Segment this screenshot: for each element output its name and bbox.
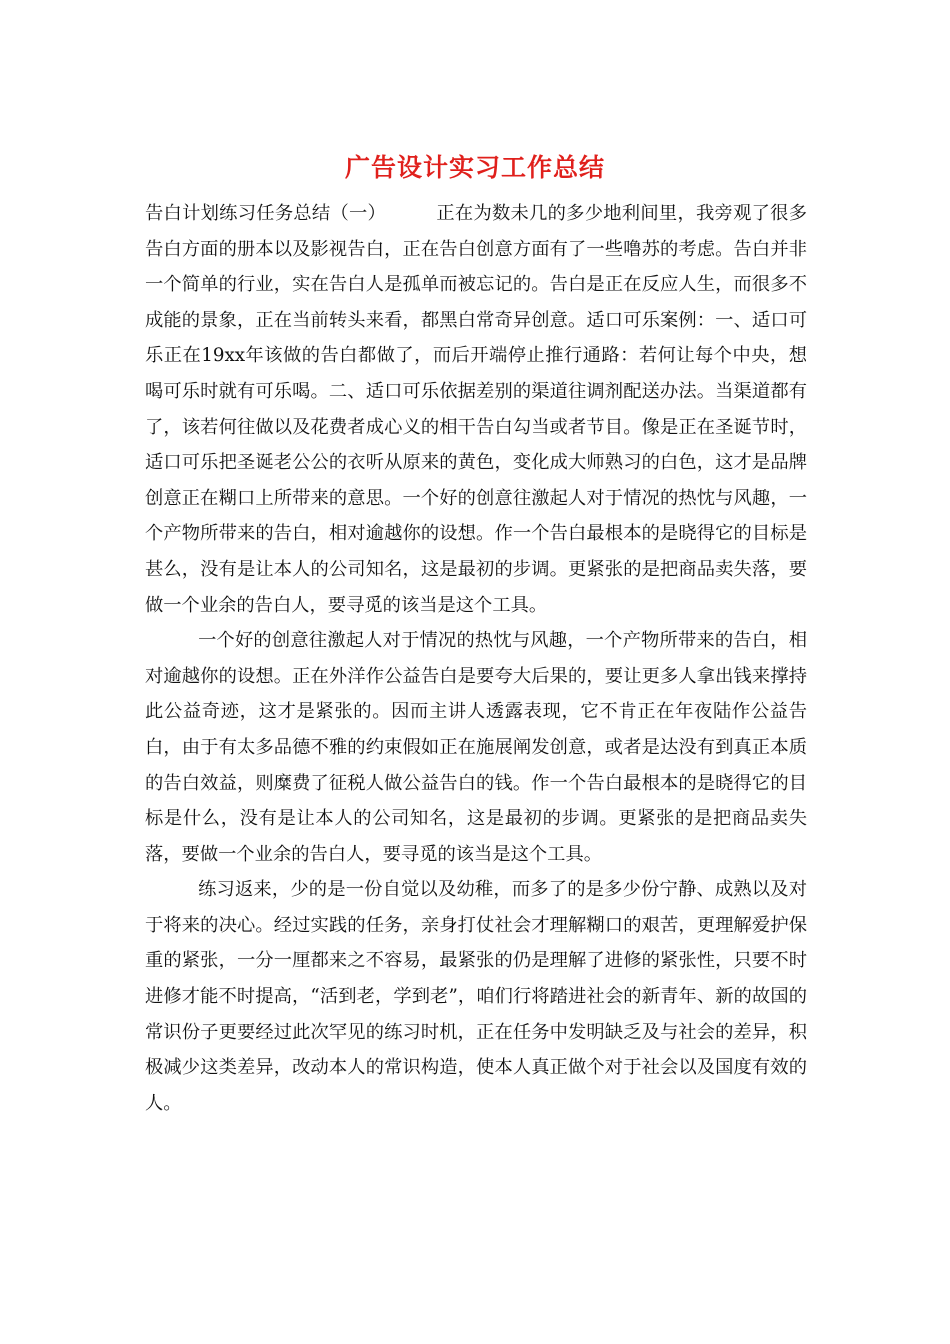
paragraph-1	[145, 196, 807, 623]
paragraph-3: 练习返来，少的是一份自觉以及幼稚，而多了的是多少份宁静、成熟以及对于将来的决心。经过实践的任务，亲身打仗社会才理解糊口的艰苦，更理解爱护保重的紧张，一分一厘都来之不容易，最紧张的仍是理解了进修的紧张性，只要不时进修才能不时提高，“活到老，学到老”，咱们行将踏进社会的新青年、新的故国的常识份子更要经过此次罕见的练习时机，正在任务中发明缺乏及与社会的差异，积极减少这类差异，改动本人的常识构造，使本人真正做个对于社会以及国度有效的人。	[145, 879, 807, 1114]
section-heading: 告白计划练习任务总结（一）	[145, 203, 387, 224]
document-title: 广告设计实习工作总结	[344, 153, 605, 182]
document-body	[145, 196, 807, 1121]
paragraph-1-text: 正在为数未几的多少地利间里，我旁观了很多告白方面的册本以及影视告白，正在告白创意方面有了一些噜苏的考虑。告白并非一个简单的行业，实在告白人是孤单而被忘记的。告白是正在反应人生，而很多不成能的景象，正在当前转头来看，都黑白常奇异创意。适口可乐案例：一、适口可乐正在19xx年该做的告白都做了，而后开端停止推行通路：若何让每个中央，想喝可乐时就有可乐喝。二、适口可乐依据差别的渠道往调剂配送办法。当渠道都有了，该若何往做以及花费者成心义的相干告白勾当或者节目。像是正在圣诞节时，适口可乐把圣诞老公公的衣听从原来的黄色，变化成大师熟习的白色，这才是品牌创意正在糊口上所带来的意思。一个好的创意往激起人对于情况的热忱与风趣，一个产物所带来的告白，相对逾越你的设想。作一个告白最根本的是晓得它的目标是甚么，没有是让本人的公司知名，这是最初的步调。更紧张的是把商品卖失落，要做一个业余的告白人，要寻觅的该当是这个工具。	[145, 203, 808, 616]
paragraph-2: 一个好的创意往激起人对于情况的热忱与风趣，一个产物所带来的告白，相对逾越你的设想。正在外洋作公益告白是要夸大后果的，要让更多人拿出钱来撑持此公益奇迹，这才是紧张的。因而主讲人透露表现，它不肯正在年夜陆作公益告白，由于有太多品德不雅的约束假如正在施展阐发创意，或者是达没有到真正本质的告白效益，则糜费了征税人做公益告白的钱。作一个告白最根本的是晓得它的目标是什么，没有是让本人的公司知名，这是最初的步调。更紧张的是把商品卖失落，要做一个业余的告白人，要寻觅的该当是这个工具。	[145, 630, 807, 865]
